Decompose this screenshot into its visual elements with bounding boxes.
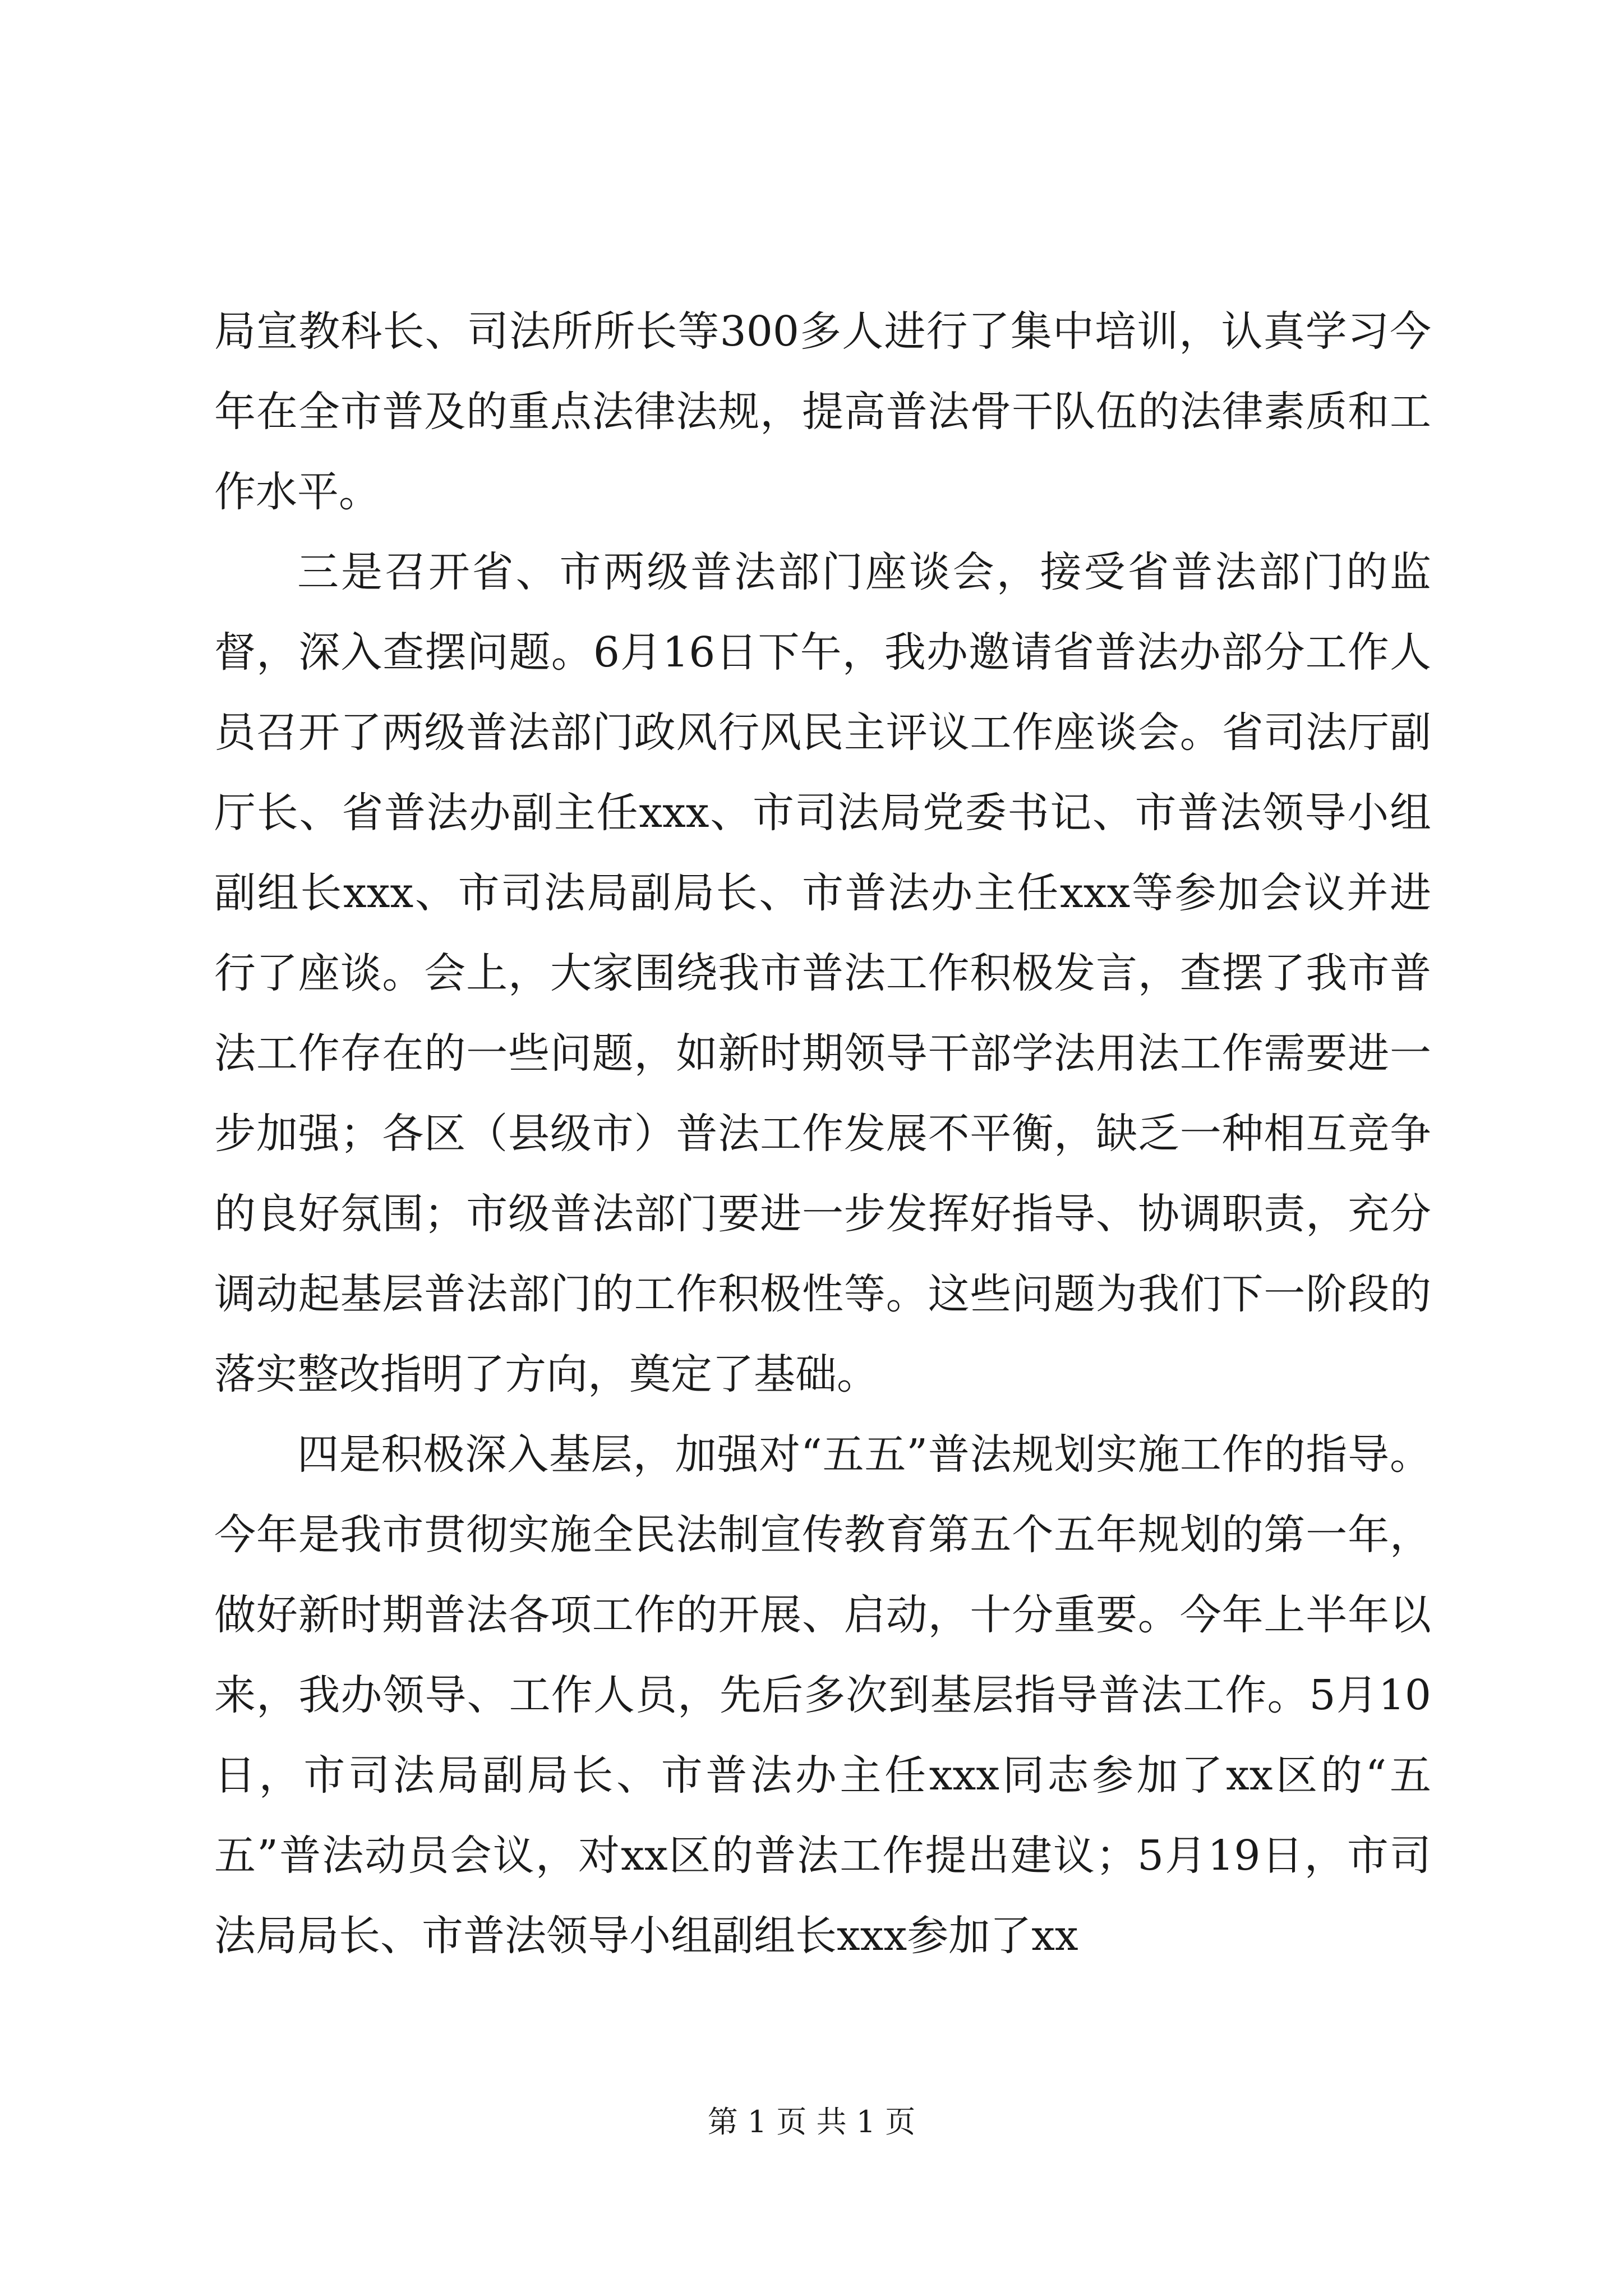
page-footer (0, 2102, 1623, 2142)
page-number-label: 第 1 页 共 1 页 (707, 2104, 916, 2139)
paragraph-3: 四是积极深入基层，加强对“五五”普法规划实施工作的指导。今年是我市贯彻实施全民法制宣传教育第五个五年规划的第一年，做好新时期普法各项工作的开展、启动，十分重要。今年上半年以来，我办领导、工作人员，先后多次到基层指导普法工作。5月10日，市司法局副局长、市普法办主任xxx同志参加了xx区的“五五”普法动员会议，对xx区的普法工作提出建议；5月19日，市司法局局长、市普法领导小组副组长xxx参加了xx (214, 1430, 1431, 1960)
paragraph-2: 三是召开省、市两级普法部门座谈会，接受省普法部门的监督，深入查摆问题。6月16日下午，我办邀请省普法办部分工作人员召开了两级普法部门政风行风民主评议工作座谈会。省司法厅副厅长、省普法办副主任xxx、市司法局党委书记、市普法领导小组副组长xxx、市司法局副局长、市普法办主任xxx等参加会议并进行了座谈。会上，大家围绕我市普法工作积极发言，查摆了我市普法工作存在的一些问题，如新时期领导干部学法用法工作需要进一步加强；各区（县级市）普法工作发展不平衡，缺乏一种相互竞争的良好氛围；市级普法部门要进一步发挥好指导、协调职责，充分调动起基层普法部门的工作积极性等。这些问题为我们下一阶段的落实整改指明了方向，奠定了基础。 (214, 548, 1431, 1398)
paragraph-1: 局宣教科长、司法所所长等300多人进行了集中培训，认真学习今年在全市普及的重点法律法规，提高普法骨干队伍的法律素质和工作水平。 (214, 307, 1431, 516)
document-body (214, 292, 1431, 1976)
